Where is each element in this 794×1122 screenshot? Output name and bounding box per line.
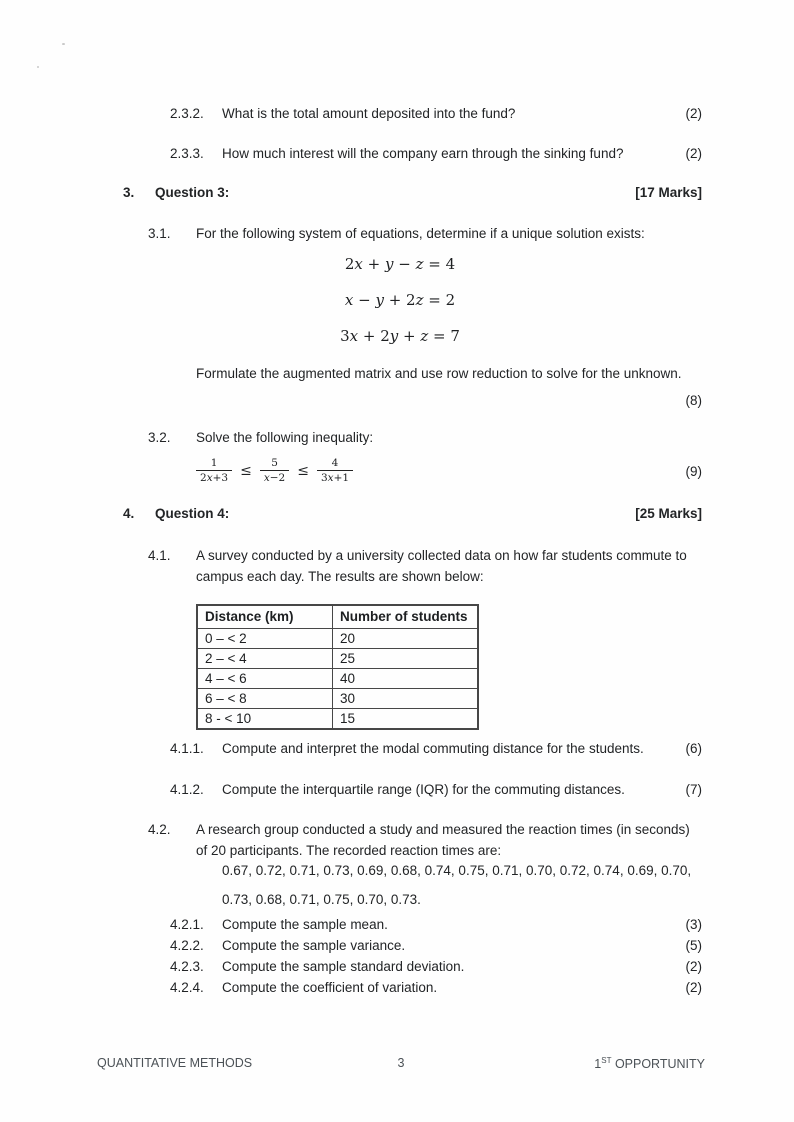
item-marks: (2) [685, 106, 702, 121]
table-cell: 30 [333, 689, 479, 709]
table-cell: 8 - < 10 [197, 709, 333, 730]
commute-distance-table [196, 604, 479, 730]
item-marks: (3) [685, 917, 702, 932]
table-cell: 4 – < 6 [197, 669, 333, 689]
fraction-numerator: 5 [260, 457, 289, 471]
footer-course-name: QUANTITATIVE METHODS [97, 1056, 253, 1070]
item-number: 4.2.2. [170, 938, 204, 953]
item-number: 2.3.2. [170, 106, 204, 121]
question-item-4-2-1 [170, 915, 702, 936]
table-header-distance: Distance (km) [197, 605, 333, 629]
question-marks: [17 Marks] [635, 185, 702, 200]
fraction-denominator: 3x+1 [320, 472, 350, 484]
item-text: Compute the interquartile range (IQR) for the commuting distances. [222, 782, 625, 797]
item-text: A survey conducted by a university collected data on how far students commute to campus each day. The results are shown below: [196, 548, 687, 584]
question-item-4-2-2 [170, 936, 702, 957]
instruction-text: Formulate the augmented matrix and use row reduction to solve for the unknown. [196, 366, 682, 381]
table-row [197, 649, 478, 669]
equation-1: 2x + y − z = 4 [344, 255, 456, 273]
question-item-4-1-1 [170, 739, 702, 760]
item-marks: (2) [685, 980, 702, 995]
question-marks: [25 Marks] [635, 506, 702, 521]
question-item-3-1 [148, 224, 702, 245]
footer-opportunity-text: OPPORTUNITY [611, 1057, 705, 1072]
item-text: For the following system of equations, determine if a unique solution exists: [196, 226, 645, 241]
question-item-4-1 [148, 546, 702, 588]
question-item-4-2 [148, 820, 702, 862]
fraction-numerator: 4 [317, 457, 353, 471]
question-number: 4. [123, 506, 135, 521]
item-number: 4.2. [148, 822, 171, 837]
table-cell: 40 [333, 669, 479, 689]
leq-symbol: ≤ [297, 463, 309, 479]
question-title: Question 3: [155, 185, 230, 200]
fraction-2 [260, 457, 289, 485]
scan-artifact [62, 43, 65, 45]
item-marks: (5) [685, 938, 702, 953]
fraction-1 [196, 457, 232, 485]
data-values-line-1: 0.67, 0.72, 0.71, 0.73, 0.69, 0.68, 0.74, 0.75, 0.71, 0.70, 0.72, 0.74, 0.69, 0.70, [222, 863, 692, 878]
item-number: 4.2.3. [170, 959, 204, 974]
table-row [197, 669, 478, 689]
table-cell: 0 – < 2 [197, 629, 333, 649]
question-item-2-3-3 [170, 144, 702, 165]
table-row [197, 689, 478, 709]
item-text: Solve the following inequality: [196, 430, 374, 445]
item-marks: (8) [685, 393, 702, 408]
item-number: 4.2.1. [170, 917, 204, 932]
item-text: A research group conducted a study and measured the reaction times (in seconds) of 20 participants. The recorded reaction times are: [196, 822, 690, 858]
table-header-row [197, 605, 478, 629]
table-cell: 20 [333, 629, 479, 649]
table-row [197, 709, 478, 730]
table-cell: 15 [333, 709, 479, 730]
leq-symbol: ≤ [240, 463, 252, 479]
item-text: Compute the coefficient of variation. [222, 980, 438, 995]
item-number: 2.3.3. [170, 146, 204, 161]
item-marks: (6) [685, 741, 702, 756]
item-text: What is the total amount deposited into the fund? [222, 106, 516, 121]
fraction-denominator: x−2 [263, 472, 286, 484]
footer-opportunity [594, 1056, 705, 1071]
item-marks: (9) [685, 463, 702, 479]
table-header-students: Number of students [333, 605, 479, 629]
item-text: How much interest will the company earn through the sinking fund? [222, 146, 624, 161]
footer-page-number: 3 [397, 1056, 405, 1070]
item-number: 3.2. [148, 430, 171, 445]
item-number: 4.2.4. [170, 980, 204, 995]
fraction-denominator: 2x+3 [200, 472, 229, 484]
item-number: 4.1.1. [170, 741, 204, 756]
footer-opportunity-ordinal: ST [601, 1056, 612, 1065]
item-marks: (2) [685, 146, 702, 161]
table-cell: 25 [333, 649, 479, 669]
question-item-4-2-4 [170, 978, 702, 999]
item-number: 3.1. [148, 226, 171, 241]
item-text: Compute and interpret the modal commuting distance for the students. [222, 741, 644, 756]
question-title: Question 4: [155, 506, 230, 521]
inequality-expression [196, 457, 686, 485]
equation-3: 3x + 2y + z = 7 [340, 327, 460, 345]
question-number: 3. [123, 185, 135, 200]
item-number: 4.1. [148, 548, 171, 563]
table-cell: 2 – < 4 [197, 649, 333, 669]
question-item-4-2-3 [170, 957, 702, 978]
footer-opportunity-number: 1 [594, 1057, 602, 1072]
question-4-heading [123, 504, 702, 525]
table-row [197, 629, 478, 649]
item-text: Compute the sample standard deviation. [222, 959, 465, 974]
question-item-2-3-2 [170, 104, 702, 125]
scan-artifact [37, 66, 39, 68]
item-text: Compute the sample mean. [222, 917, 388, 932]
question-item-3-2 [148, 428, 702, 449]
table-cell: 6 – < 8 [197, 689, 333, 709]
question-item-4-1-2 [170, 780, 702, 801]
fraction-3 [317, 457, 353, 485]
item-number: 4.1.2. [170, 782, 204, 797]
question-3-heading [123, 183, 702, 204]
data-values-line-2: 0.73, 0.68, 0.71, 0.75, 0.70, 0.73. [222, 892, 421, 907]
fraction-numerator: 1 [196, 457, 232, 471]
equation-2: x − y + 2z = 2 [344, 291, 456, 309]
item-marks: (2) [685, 959, 702, 974]
item-marks: (7) [685, 782, 702, 797]
inequality-row [196, 452, 702, 490]
item-text: Compute the sample variance. [222, 938, 406, 953]
